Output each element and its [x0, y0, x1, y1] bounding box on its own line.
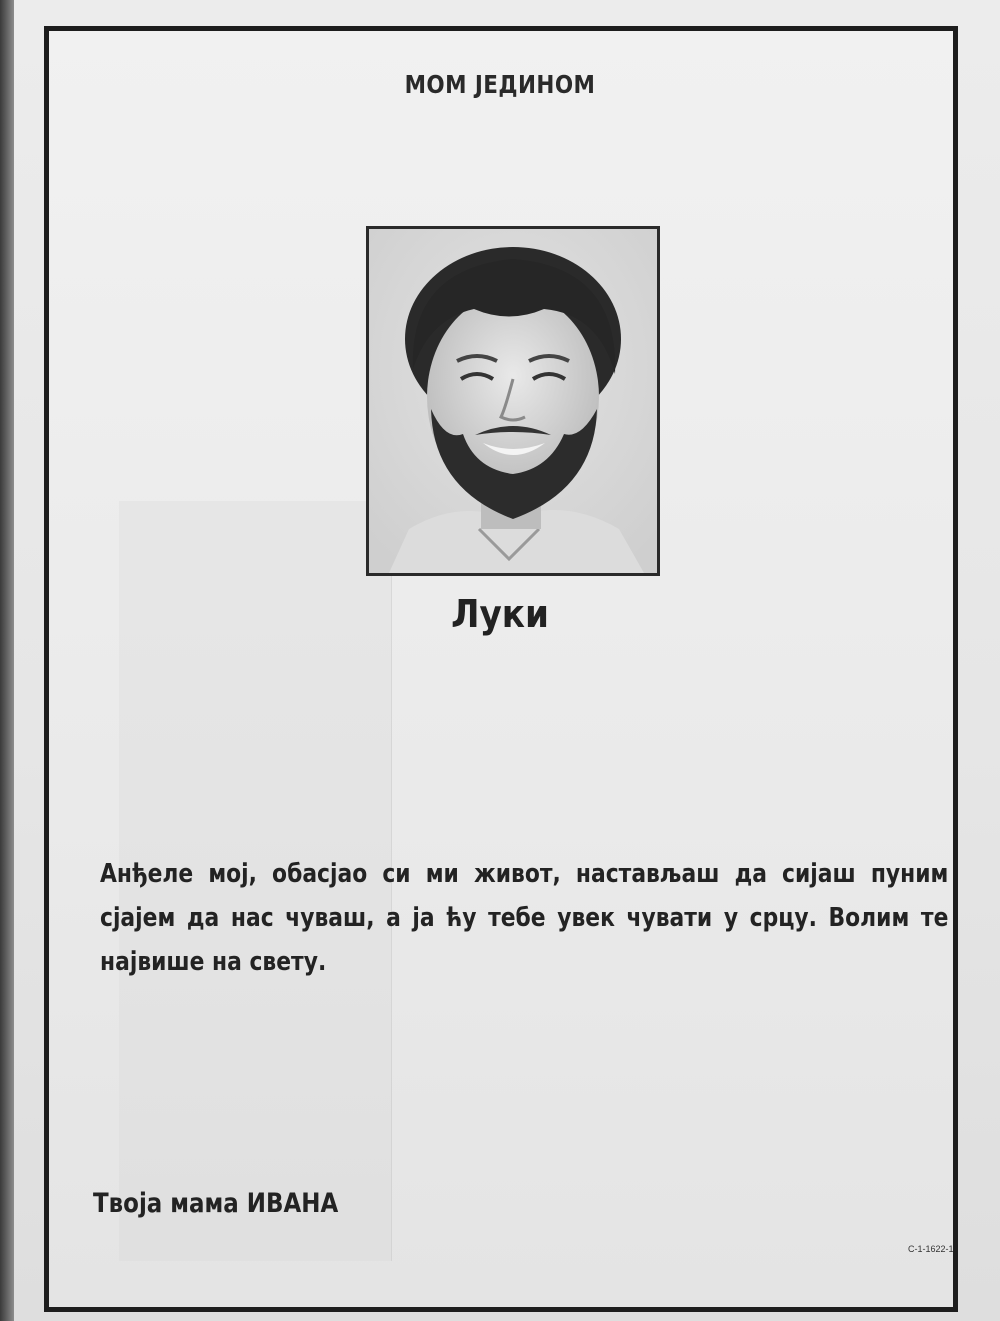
- deceased-name: Луки: [451, 592, 549, 636]
- memorial-message: Анђеле мој, обасјао си ми живот, настављаш да сијаш пуним сјајем да нас чуваш, а ја ћу тебе увек чувати у срцу. Волим те највише на свету.: [100, 859, 949, 977]
- portrait-photo: [366, 226, 660, 576]
- dedication-header: МОМ ЈЕДИНОМ: [404, 70, 596, 99]
- portrait-image: [369, 229, 657, 573]
- obituary-frame: [44, 26, 958, 1312]
- ad-reference-code: С-1-1622-1: [908, 1244, 954, 1254]
- signature-line: Твоја мама ИВАНА: [93, 1188, 339, 1219]
